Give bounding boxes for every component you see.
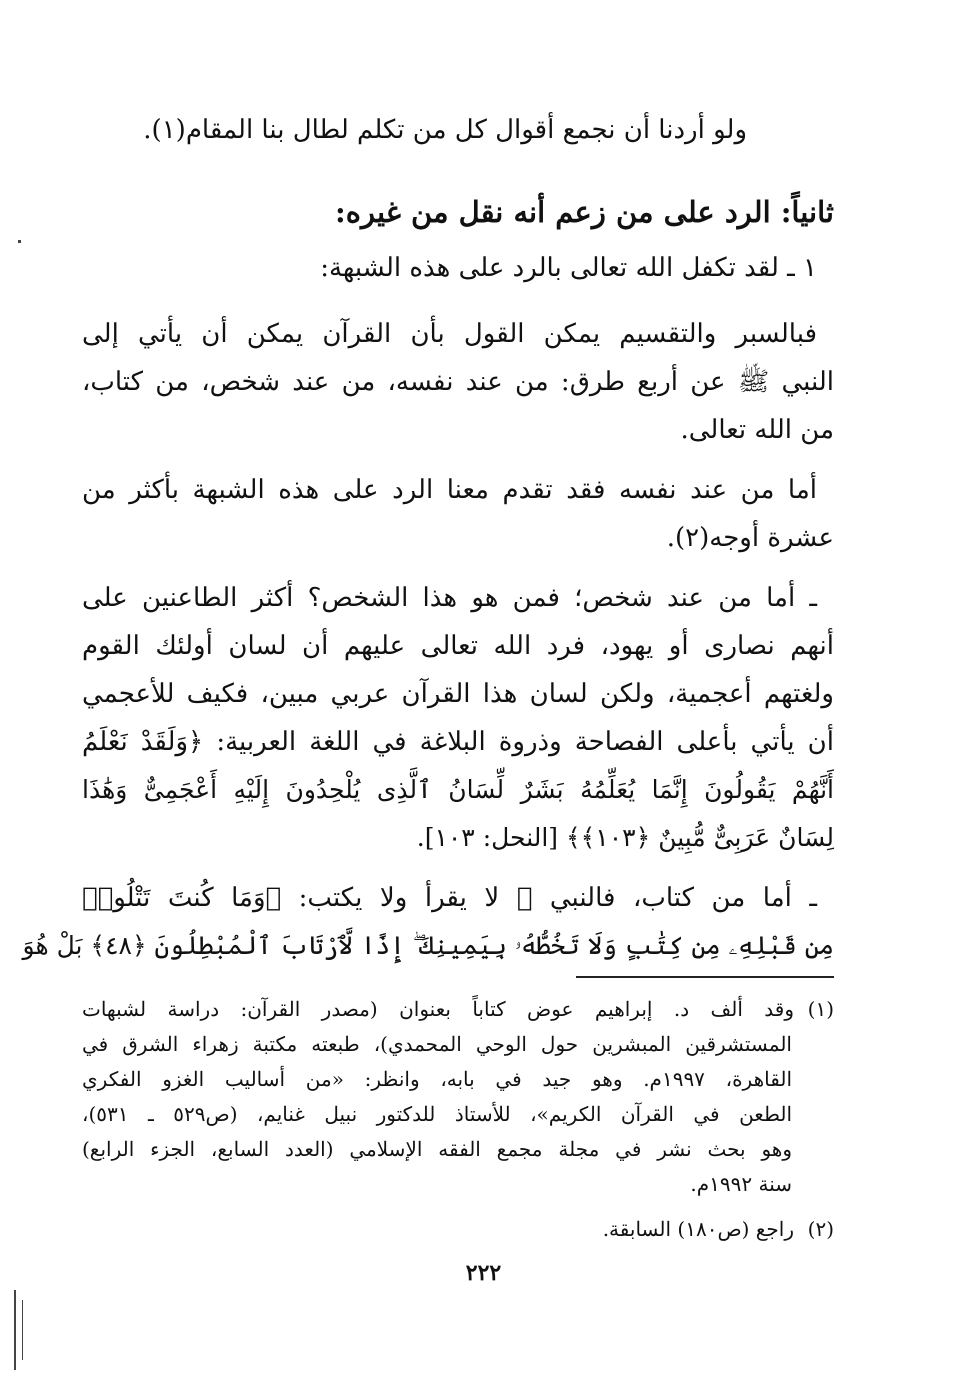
- paragraph-line: عشرة أوجه(٢).: [666, 523, 834, 553]
- paragraph-line: أنهم نصارى أو يهود، فرد الله تعالى عليهم أن لسان أولئك القوم: [82, 631, 834, 661]
- scan-speck: [18, 240, 21, 243]
- subsection-title: ١ ـ لقد تكفل الله تعالى بالرد على هذه الشبهة:: [320, 253, 817, 283]
- footnote-number: (١): [807, 997, 834, 1021]
- page-number: ٢٢٢: [465, 1260, 502, 1286]
- footnote-line: وهو بحث نشر في مجلة مجمع الفقه الإسلامي (العدد السابع، الجزء الرابع): [82, 1137, 792, 1161]
- scan-edge-mark: [14, 1290, 16, 1370]
- paragraph-line: ولغتهم أعجمية، ولكن لسان هذا القرآن عربي مبين، فكيف للأعجمي: [82, 679, 834, 709]
- intro-line: ولو أردنا أن نجمع أقوال كل من تكلم لطال بنا المقام(١).: [143, 115, 747, 145]
- quran-verse-line: أَنَّهُمْ يَقُولُونَ إِنَّمَا يُعَلِّمُهُ بَشَرٌ لِّسَانُ ٱلَّذِى يُلْحِدُونَ إِلَيْهِ أَعْجَمِىٌّ وَهَٰذَا: [82, 775, 834, 804]
- footnote-2: [82, 1212, 834, 1247]
- footnote-line: المستشرقين المبشرين حول الوحي المحمدي)، طبعته مكتبة زهراء الشرق في: [82, 1032, 792, 1056]
- paragraph-line: أما من عند نفسه فقد تقدم معنا الرد على هذه الشبهة بأكثر من: [82, 475, 817, 505]
- footnote-text: راجع (ص١٨٠) السابقة.: [602, 1217, 794, 1241]
- paragraph-line: أن يأتي بأعلى الفصاحة وذروة البلاغة في اللغة العربية: ﴿وَلَقَدْ نَعْلَمُ: [82, 727, 834, 757]
- paragraph-line: ـ أما من كتاب، فالنبي ﷺ لا يقرأ ولا يكتب: ﴿وَمَا كُنتَ تَتْلُوا۟: [82, 883, 817, 913]
- paragraph-line: من الله تعالى.: [680, 415, 834, 445]
- paragraph-line: فبالسبر والتقسيم يمكن القول بأن القرآن يمكن أن يأتي إلى: [82, 319, 817, 349]
- footnote-line: سنة ١٩٩٢م.: [690, 1172, 792, 1196]
- paragraph-line: النبي ﷺ عن أربع طرق: من عند نفسه، من عند شخص، من كتاب،: [82, 367, 834, 397]
- scan-edge-mark: [22, 1300, 23, 1360]
- quran-verse-line: مِن قَبْلِهِۦ مِن كِتَٰبٍ وَلَا تَخُطُّهُۥ بِيَمِينِكَ ۖ إِذًا لَّٱرْتَابَ ٱلْمُبْطِلُونَ ﴿٤٨﴾ بَلْ هُوَ: [22, 931, 834, 960]
- footnote-number: (٢): [807, 1217, 834, 1241]
- footnote-text: وقد ألف د. إبراهيم عوض كتاباً بعنوان (مصدر القرآن: دراسة لشبهات: [82, 997, 794, 1021]
- footnote-line: [82, 992, 834, 1027]
- section-heading: ثانياً: الرد على من زعم أنه نقل من غيره:: [335, 195, 834, 229]
- quran-verse-line: لِسَانٌ عَرَبِىٌّ مُّبِينٌ ﴿١٠٣﴾﴾ [النحل: ١٠٣].: [416, 823, 834, 852]
- paragraph-line: ـ أما من عند شخص؛ فمن هو هذا الشخص؟ أكثر الطاعنين على: [82, 583, 817, 613]
- footnote-divider: [576, 976, 834, 978]
- footnote-line: القاهرة، ١٩٩٧م. وهو جيد في بابه، وانظر: «من أساليب الغزو الفكري: [82, 1067, 793, 1091]
- footnote-line: الطعن في القرآن الكريم»، للأستاذ للدكتور نبيل غنايم، (ص٥٢٩ ـ ٥٣١)،: [82, 1102, 792, 1126]
